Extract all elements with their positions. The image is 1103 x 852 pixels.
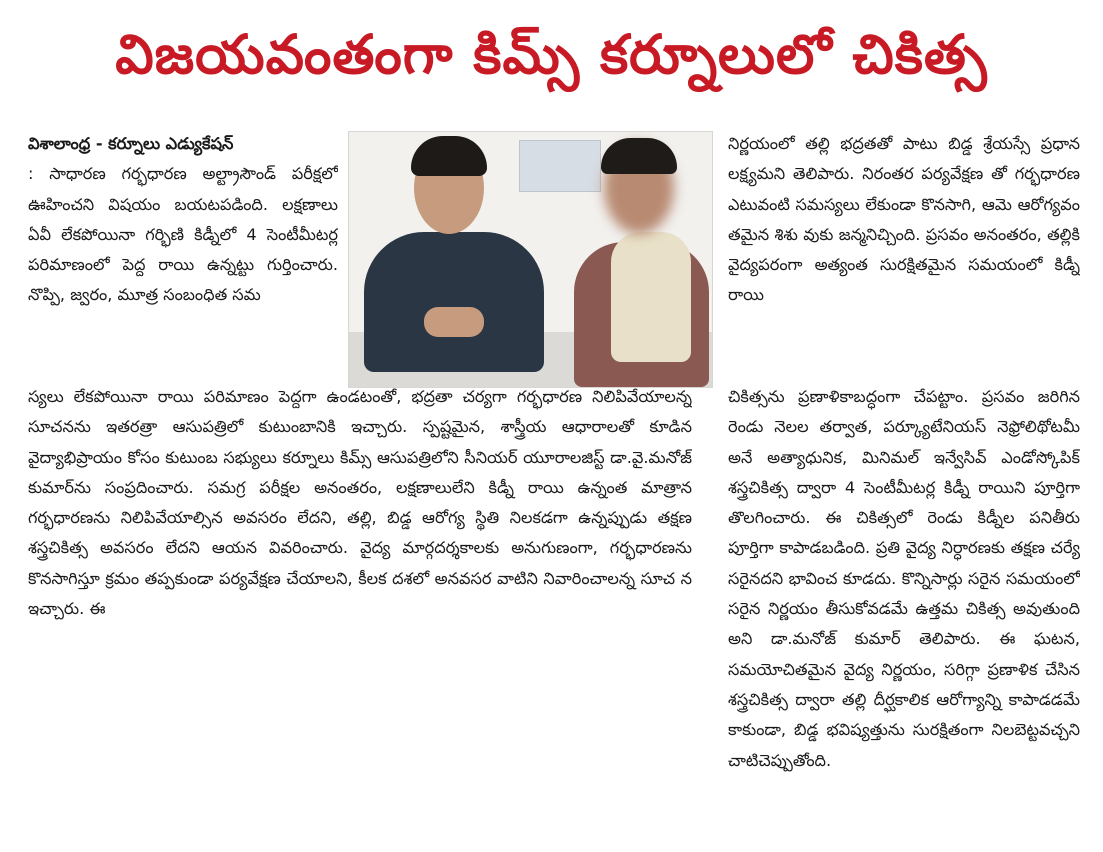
article-text-left-top: : సాధారణ గర్భధారణ అల్ట్రాసౌండ్ పరీక్షలో ఊహించని విషయం బయటపడింది. లక్షణాలు ఏవీ లేకపోయినా గర్భిణి కిడ్నీలో 4 సెంటీమీటర్ల పరిమాణంలో పెద్ద రాయి ఉన్నట్టు గుర్తించారు. నొప్పి, జ్వరం, మూత్ర సంబంధిత సమ (28, 164, 338, 305)
article-column-left-bottom (28, 382, 692, 852)
article-text-right-top: నిర్ణయంలో తల్లి భద్రతతో పాటు బిడ్డ శ్రేయస్సే ప్రధాన లక్ష్యమని తెలిపారు. నిరంతర పర్యవేక్షణ తో గర్భధారణ ఎటువంటి సమస్యలు లేకుండా కొనసాగి, ఆమె ఆరోగ్యవం తమైన శిశు వుకు జన్మనిచ్చింది. ప్రసవం అనంతరం, తల్లికి వైద్యపరంగా అత్యంత సురక్షితమైన సమయంలో కిడ్నీ రాయి (728, 134, 1080, 305)
article-text-left-bottom: స్యలు లేకపోయినా రాయి పరిమాణం పెద్దగా ఉండటంతో, భద్రతా చర్యగా గర్భధారణ నిలిపివేయాలన్న సూచనను ఇతరత్రా ఆసుపత్రిలో కుటుంబానికి ఇచ్చారు. స్పష్టమైన, శాస్త్రీయ ఆధారాలతో కూడిన వైద్యాభిప్రాయం కోసం కుటుంబ సభ్యులు కర్నూలు కిమ్స్ ఆసుపత్రిలోని సీనియర్ యూరాలజిస్ట్ డా.వై.మనోజ్ కుమార్‌ను సంప్రదించారు. సమగ్ర పరీక్షల అనంతరం, లక్షణాలులేని కిడ్నీ రాయి ఉన్నంత మాత్రాన గర్భధారణను నిలిపివేయాల్సిన అవసరం లేదని, తల్లి, బిడ్డ ఆరోగ్య స్థితి నిలకడగా ఉన్నప్పుడు తక్షణ శస్త్రచికిత్స అవసరం లేదని ఆయన వివరించారు. వైద్య మార్గదర్శకాలకు అనుగుణంగా, గర్భధారణను కొనసాగిస్తూ క్రమం తప్పకుండా పర్యవేక్షణ చేయాలని, కీలక దశలో అనవసర వాటిని నివారించాలన్న సూచ న ఇచ్చారు. ఈ (28, 387, 692, 619)
article-photo (348, 131, 713, 388)
article-column-right-bottom (728, 382, 1080, 852)
photo-doctor-body (364, 232, 544, 372)
article-column-left-top (28, 129, 338, 379)
article-text-right-bottom: చికిత్సను ప్రణాళికాబద్ధంగా చేపట్టాం. ప్రసవం జరిగిన రెండు నెలల తర్వాత, పర్క్యూటేనియస్ నెఫ్రోలిథోటమీ అనే అత్యాధునిక, మినిమల్ ఇన్వేసివ్ ఎండోస్కోపిక్ శస్త్రచికిత్స ద్వారా 4 సెంటీమీటర్ల కిడ్నీ రాయిని పూర్తిగా తొలగించారు. ఈ చికిత్సలో రెండు కిడ్నీల పనితీరు పూర్తిగా కాపాడబడింది. ప్రతి వైద్య నిర్ధారణకు తక్షణ చర్యే సరైనదని భావించ కూడదు. కొన్నిసార్లు సరైన సమయంలో సరైన నిర్ణయం తీసుకోవడమే ఉత్తమ చికిత్స అవుతుంది అని డా.మనోజ్ కుమార్ తెలిపారు. ఈ ఘటన, సమయోచితమైన వైద్య నిర్ణయం, సరిగ్గా ప్రణాళిక చేసిన శస్త్రచికిత్స ద్వారా తల్లి దీర్ఘకాలిక ఆరోగ్యాన్ని కాపాడడమే కాకుండా, బిడ్డ భవిష్యత్తును సురక్షితంగా నిలబెట్టవచ్చని చాటిచెప్పుతోంది. (728, 387, 1080, 770)
headline: విజయవంతంగా కిమ్స్ కర్నూలులో చికిత్స (0, 0, 1103, 122)
photo-doctor-hands (424, 307, 484, 337)
photo-patient-hair (601, 138, 677, 174)
article-column-right-top (728, 129, 1080, 379)
photo-wall-board (519, 140, 601, 192)
photo-patient-scarf (611, 232, 691, 362)
article-paragraph (28, 129, 338, 311)
byline: విశాలాంధ్ర - కర్నూలు ఎడ్యుకేషన్ (28, 134, 234, 153)
